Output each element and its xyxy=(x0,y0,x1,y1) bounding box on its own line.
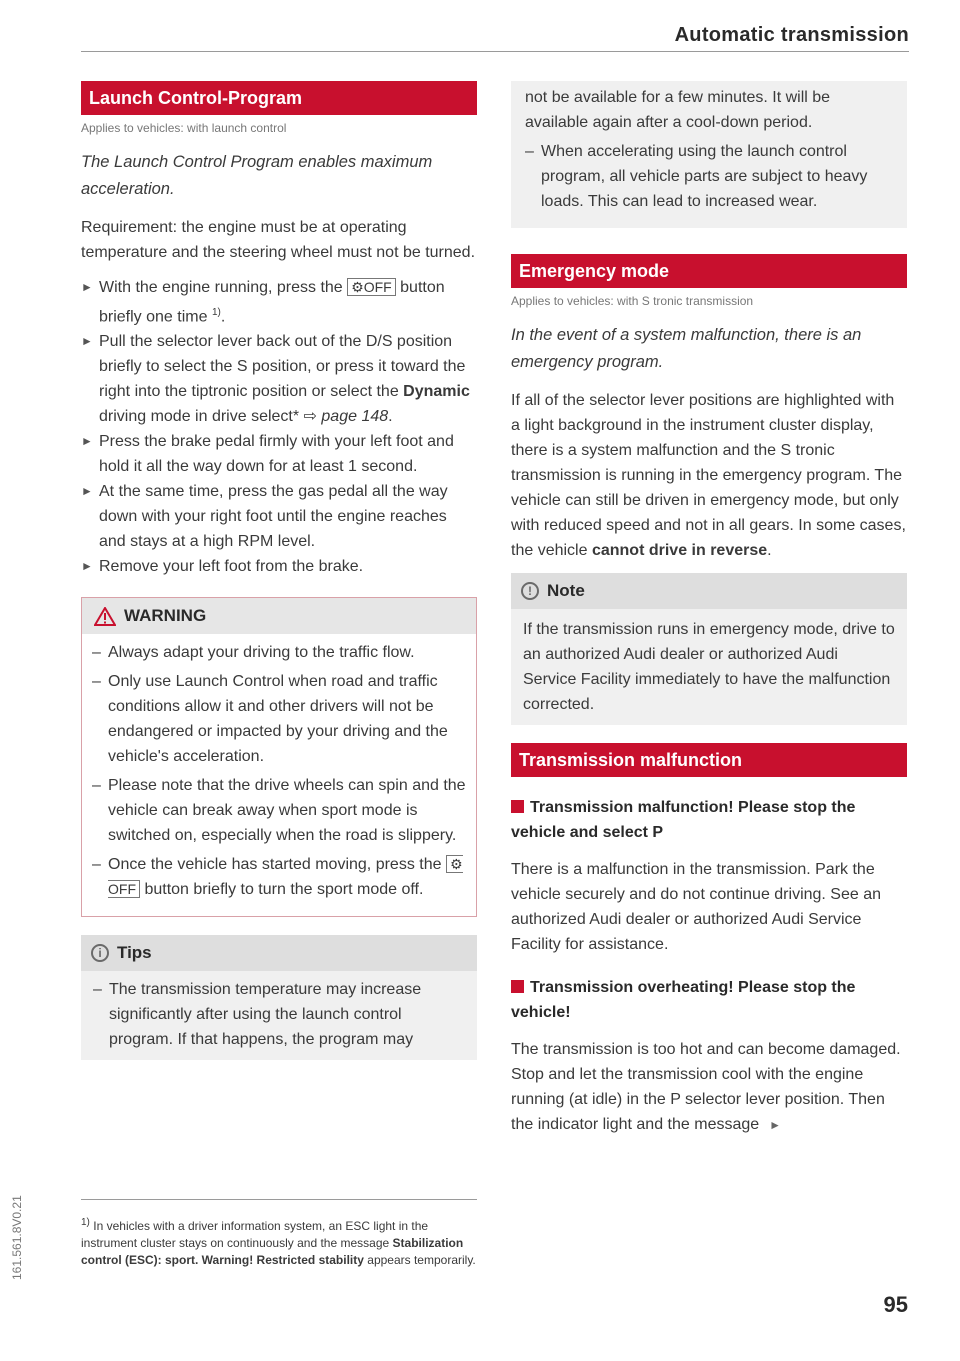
warning-item: – Please note that the drive wheels can spin and the vehicle can break away when sport mode is switched on, especially when the road is slippery. xyxy=(92,773,466,848)
section-title-transmission-malfunction: Transmission malfunction xyxy=(511,743,907,777)
tips-continued-list xyxy=(525,139,893,214)
footnote-rule xyxy=(81,1199,477,1200)
caution-icon: ! xyxy=(521,582,539,600)
tips-box xyxy=(81,935,477,1060)
tips-header xyxy=(81,935,477,971)
tips-item: – The transmission temperature may increase significantly after using the launch control program. If that happens, the program may xyxy=(93,977,465,1052)
emergency-body: If all of the selector lever positions are highlighted with a light background in the instrument cluster display, there is a system malfunction and the S tronic transmission is running in the emergency program. The vehicle can still be driven in emergency mode, but only with reduced speed and not in all gears. In some cases, the vehicle cannot drive in reverse. xyxy=(511,392,906,559)
step-arrow-icon: ► xyxy=(81,559,93,574)
warning-header xyxy=(82,598,476,634)
step-item: ► With the engine running, press the ⚙OFF button briefly one time $^{1)}$. xyxy=(81,275,477,329)
message-text-malfunction: There is a malfunction in the transmission. Park the vehicle securely and do not continue driving. See an authorized Audi dealer or authorized Audi Service Facility for assistance. xyxy=(511,861,882,953)
warning-item: – Always adapt your driving to the traffic flow. xyxy=(92,640,466,665)
esc-off-key: ⚙OFF xyxy=(347,278,396,296)
launch-intro: The Launch Control Program enables maximum acceleration. xyxy=(81,153,433,198)
document-code: 161.561.8V0.21 xyxy=(10,1195,24,1280)
warning-item: – Once the vehicle has started moving, press the ⚙ OFF button briefly to turn the sport mode off. xyxy=(92,852,466,902)
warning-light-icon xyxy=(511,980,524,993)
header-rule xyxy=(81,51,909,52)
message-title-overheating: Transmission overheating! Please stop the vehicle! xyxy=(511,979,856,1021)
warning-box xyxy=(81,597,477,917)
chapter-title: Automatic transmission xyxy=(674,24,909,46)
step-arrow-icon: ► xyxy=(81,280,93,294)
step-item: ► Pull the selector lever back out of the D/S position briefly to select the S position, or press it toward the right into the tiptronic position or select the Dynamic driving mode in drive select* ⇨ page 148. xyxy=(81,329,477,429)
emergency-intro: In the event of a system malfunction, there is an emergency program. xyxy=(511,326,862,371)
right-column xyxy=(511,81,907,1148)
warning-list xyxy=(92,640,466,902)
note-text: If the transmission runs in emergency mode, drive to an authorized Audi dealer or authorized Audi Service Facility immediately to have the malfunction corrected. xyxy=(523,621,895,713)
note-box xyxy=(511,573,907,725)
warning-label: WARNING xyxy=(124,606,207,626)
message-title-malfunction: Transmission malfunction! Please stop the vehicle and select P xyxy=(511,799,856,841)
warning-triangle-icon xyxy=(94,607,116,626)
note-header xyxy=(511,573,907,609)
left-column xyxy=(81,81,477,1060)
section-title-launch-control: Launch Control-Program xyxy=(81,81,477,115)
warning-light-icon xyxy=(511,800,524,813)
page-reference-link[interactable]: ⇨ page 148 xyxy=(303,408,389,426)
step-arrow-icon: ► xyxy=(81,434,93,449)
tips-item: – When accelerating using the launch control program, all vehicle parts are subject to heavy loads. This can lead to increased wear. xyxy=(525,139,893,214)
message-text-overheating: The transmission is too hot and can become damaged. Stop and let the transmission cool with the engine running (at idle) in the P selector lever position. Then the indicator light and the message ► xyxy=(511,1041,901,1133)
tips-label: Tips xyxy=(117,943,152,963)
step-arrow-icon: ► xyxy=(81,484,93,499)
footnote: $^{1)}$ In vehicles with a driver information system, an ESC light in the instrument cluster stays on continuously and the message Stabilization control (ESC): sport. Warning! Restricted stability appears temporarily. xyxy=(81,1217,476,1267)
continue-arrow-icon: ► xyxy=(769,1118,782,1132)
esc-off-key: ⚙ OFF xyxy=(108,856,463,898)
tips-continued-box xyxy=(511,81,907,228)
tips-list xyxy=(93,977,465,1052)
step-item: ► Press the brake pedal firmly with your left foot and hold it all the way down for at least 1 second. xyxy=(81,429,477,479)
note-label: Note xyxy=(547,581,585,600)
step-arrow-icon: ► xyxy=(81,334,93,349)
info-icon: i xyxy=(91,944,109,962)
page-number: 95 xyxy=(883,1292,908,1317)
step-item: ► Remove your left foot from the brake. xyxy=(81,554,477,579)
section-title-emergency-mode: Emergency mode xyxy=(511,254,907,288)
launch-requirement: Requirement: the engine must be at operating temperature and the steering wheel must not be turned. xyxy=(81,219,476,261)
applies-to-emergency: Applies to vehicles: with S tronic transmission xyxy=(511,294,754,308)
applies-to-launch: Applies to vehicles: with launch control xyxy=(81,121,287,135)
step-item: ► At the same time, press the gas pedal all the way down with your right foot until the engine reaches and stays at a high RPM level. xyxy=(81,479,477,554)
warning-item: – Only use Launch Control when road and traffic conditions allow it and other drivers will not be endangered or impacted by your driving and the vehicle's acceleration. xyxy=(92,669,466,769)
launch-steps xyxy=(81,275,477,579)
tips-continued-text: not be available for a few minutes. It will be available again after a cool-down period. xyxy=(525,89,831,131)
